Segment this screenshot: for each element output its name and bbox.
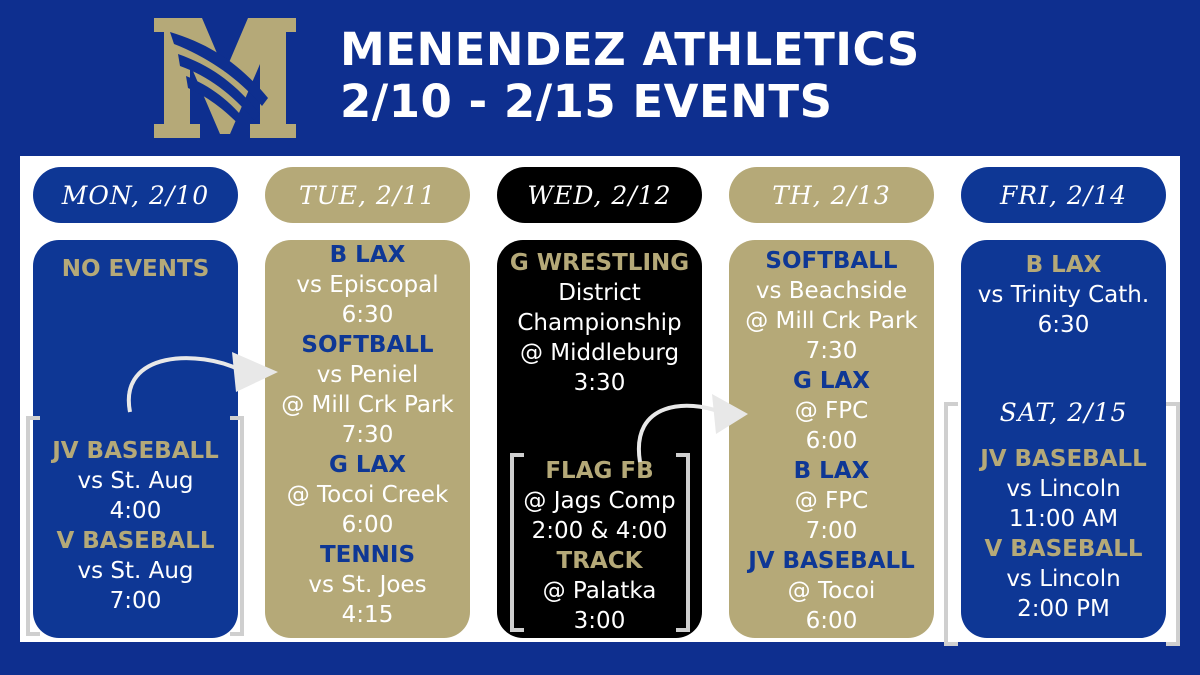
event-detail: @ Palatka [542,578,657,604]
day-card-wed [497,240,702,638]
event-detail: @ Mill Crk Park [281,392,454,418]
event-title: V BASEBALL [984,536,1143,562]
event-detail: 7:00 [805,518,858,544]
event-detail: @ FPC [794,488,869,514]
m-winged-logo-icon [150,14,300,142]
event-detail: @ Tocoi [787,578,876,604]
event-detail: 6:00 [805,428,858,454]
event-detail: @ FPC [794,398,869,424]
event-detail: @ Middleburg [519,340,680,366]
sub-day-label-sat: SAT, 2/15 [999,398,1128,427]
event-detail: 4:00 [109,498,162,524]
event-detail: 6:00 [341,512,394,538]
event-detail: vs Trinity Cath. [977,282,1150,308]
event-detail: 6:30 [1037,312,1090,338]
event-detail: @ Tocoi Creek [286,482,449,508]
event-detail: 3:00 [573,608,626,634]
event-detail: Championship [517,310,682,336]
day-pill-wed: WED, 2/12 [497,167,702,223]
event-detail: vs St. Aug [77,558,194,584]
event-detail: vs St. Aug [77,468,194,494]
event-detail: vs Episcopal [296,272,439,298]
event-title: NO EVENTS [61,256,210,282]
event-detail: 3:30 [573,370,626,396]
event-detail: 7:00 [109,588,162,614]
event-title: G LAX [328,452,407,478]
event-detail: 7:30 [341,422,394,448]
event-detail: @ Mill Crk Park [745,308,918,334]
day-card-tue [265,240,470,638]
day-card-fri [961,240,1166,638]
event-title: B LAX [1025,252,1102,278]
event-title: JV BASEBALL [748,548,915,574]
event-detail: vs Lincoln [1006,476,1121,502]
event-title: V BASEBALL [56,528,215,554]
event-title: SOFTBALL [765,248,898,274]
event-title: B LAX [329,242,406,268]
event-detail: @ Jags Comp [523,488,676,514]
event-detail: 4:15 [341,602,394,628]
event-detail: 2:00 & 4:00 [531,518,668,544]
event-title: G LAX [792,368,871,394]
page-title [340,24,920,128]
day-pill-tue: TUE, 2/11 [265,167,470,223]
event-detail: 11:00 AM [1008,506,1119,532]
event-detail: vs Beachside [755,278,908,304]
day-pill-thu: TH, 2/13 [729,167,934,223]
day-pill-mon: MON, 2/10 [33,167,238,223]
event-title: B LAX [793,458,870,484]
event-detail: 7:30 [805,338,858,364]
day-card-mon [33,240,238,638]
event-title: JV BASEBALL [980,446,1147,472]
event-title: TRACK [556,548,643,574]
event-detail: vs Peniel [316,362,419,388]
event-detail: vs Lincoln [1006,566,1121,592]
event-title: JV BASEBALL [52,438,219,464]
event-detail: 2:00 PM [1017,596,1110,622]
event-title: FLAG FB [545,458,654,484]
event-detail: District [558,280,641,306]
event-detail: 6:00 [805,608,858,634]
title-line-2: 2/10 - 2/15 EVENTS [340,75,833,128]
title-line-1: MENENDEZ ATHLETICS [340,23,920,76]
event-title: TENNIS [319,542,416,568]
day-card-thu [729,240,934,638]
event-title: SOFTBALL [301,332,434,358]
event-detail: vs St. Joes [308,572,427,598]
event-title: G WRESTLING [509,250,690,276]
event-detail: 6:30 [341,302,394,328]
day-pill-fri: FRI, 2/14 [961,167,1166,223]
